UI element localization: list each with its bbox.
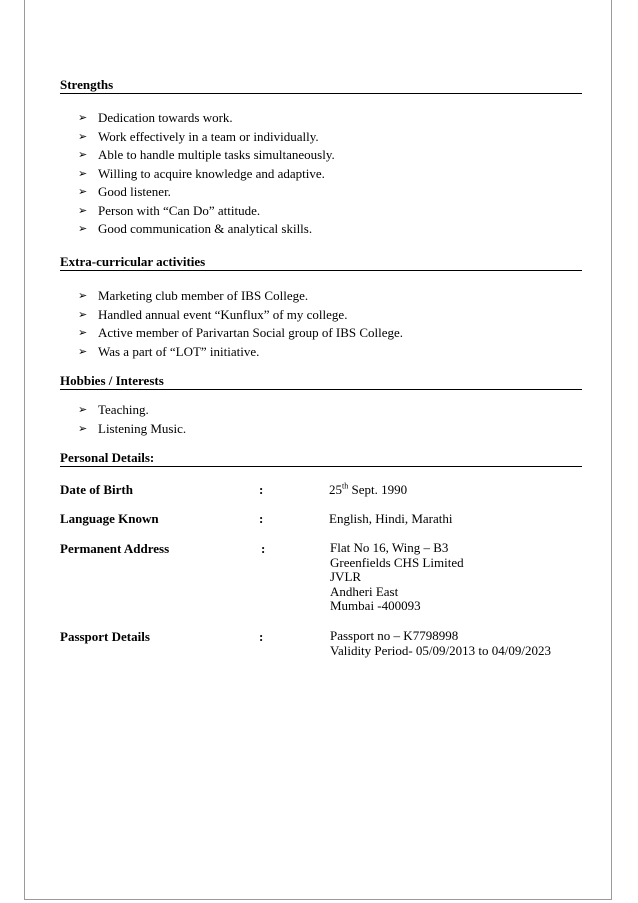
passport-line: Passport no – K7798998 (330, 628, 459, 643)
arrow-bullet-icon: ➢ (78, 289, 88, 302)
address-line: Andheri East (330, 583, 399, 599)
arrow-bullet-icon: ➢ (78, 166, 88, 180)
arrow-bullet-icon: ➢ (78, 203, 88, 217)
arrow-bullet-icon: ➢ (78, 344, 88, 358)
hobbies-heading: Hobbies / Interests (60, 373, 582, 390)
list-item-text: Work effectively in a team or individually. (98, 128, 319, 144)
passport-line: Validity Period- 05/09/2013 to 04/09/2023 (330, 642, 551, 658)
passport-label: Passport Details (60, 629, 150, 644)
dob-separator: : (259, 482, 264, 497)
list-item-text: Able to handle multiple tasks simultaneously. (98, 147, 335, 162)
dob-day: 25 (329, 482, 342, 497)
list-item-text: Good communication & analytical skills. (98, 221, 313, 236)
list-item-text: Person with “Can Do” attitude. (98, 202, 261, 218)
list-item-text: Listening Music. (98, 420, 187, 436)
strengths-heading: Strengths (60, 77, 582, 94)
personal-heading: Personal Details: (60, 450, 582, 467)
list-item-text: Active member of Parivartan Social group of IBS College. (98, 325, 404, 340)
arrow-bullet-icon: ➢ (78, 185, 88, 198)
list-item-text: Good listener. (98, 184, 171, 199)
dob-value (329, 482, 407, 497)
dob-suffix: th (342, 481, 349, 491)
language-value: English, Hindi, Marathi (329, 511, 453, 526)
list-item-text: Marketing club member of IBS College. (98, 288, 309, 303)
list-item-text: Dedication towards work. (98, 110, 233, 125)
address-label: Permanent Address (60, 541, 170, 556)
address-separator: : (261, 541, 266, 556)
arrow-bullet-icon: ➢ (78, 148, 88, 161)
dob-rest: Sept. 1990 (348, 482, 408, 497)
address-line: Greenfields CHS Limited (330, 554, 464, 570)
arrow-bullet-icon: ➢ (78, 421, 88, 435)
address-line: Flat No 16, Wing – B3 (330, 540, 449, 555)
arrow-bullet-icon: ➢ (78, 403, 88, 416)
list-item-text: Teaching. (98, 402, 149, 417)
arrow-bullet-icon: ➢ (78, 111, 88, 124)
list-item-text: Was a part of “LOT” initiative. (98, 343, 260, 359)
extracurricular-heading: Extra-curricular activities (60, 254, 582, 271)
list-item-text: Handled annual event “Kunflux” of my college. (98, 306, 348, 322)
language-label: Language Known (60, 511, 159, 526)
address-line: Mumbai -400093 (330, 598, 421, 613)
arrow-bullet-icon: ➢ (78, 326, 88, 339)
address-value (330, 541, 464, 614)
arrow-bullet-icon: ➢ (78, 129, 88, 143)
address-line: JVLR (330, 569, 362, 584)
passport-value (330, 629, 551, 658)
language-separator: : (259, 511, 264, 526)
passport-separator: : (259, 629, 264, 644)
list-item-text: Willing to acquire knowledge and adaptive. (98, 165, 325, 181)
arrow-bullet-icon: ➢ (78, 307, 88, 321)
arrow-bullet-icon: ➢ (78, 222, 88, 235)
dob-label: Date of Birth (60, 482, 133, 497)
